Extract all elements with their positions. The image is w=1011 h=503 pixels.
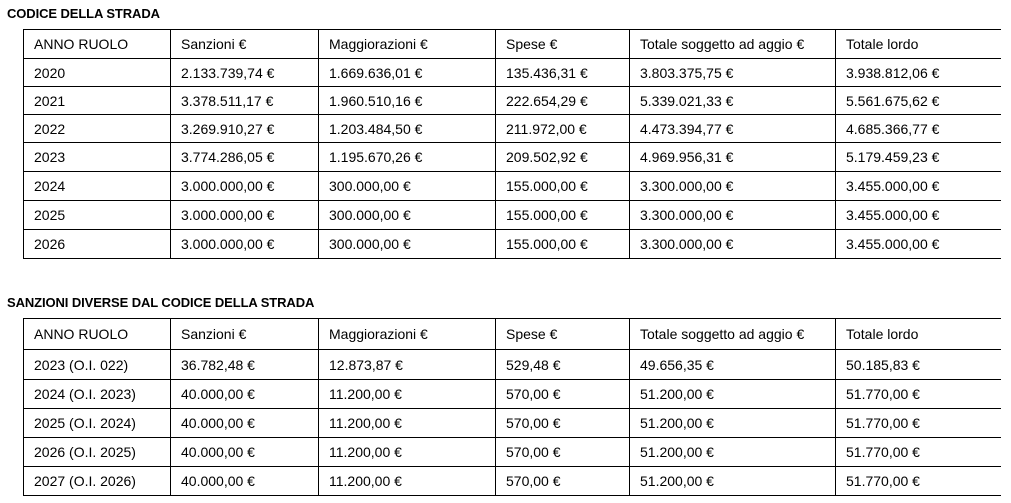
cell-anno-ruolo: 2023 (24, 143, 171, 172)
table-row (24, 350, 1001, 380)
table-row (24, 438, 1001, 467)
table-row (24, 380, 1001, 409)
cell-spese: 570,00 € (496, 467, 630, 496)
cell-totale-lordo: 5.561.675,62 € (836, 87, 1001, 115)
table-codice-della-strada (23, 29, 1001, 259)
cell-spese: 155.000,00 € (496, 230, 630, 259)
cell-anno-ruolo: 2024 (24, 172, 171, 201)
cell-maggiorazioni: 12.873,87 € (319, 350, 496, 380)
cell-sanzioni: 3.774.286,05 € (171, 143, 319, 172)
cell-anno-ruolo: 2022 (24, 115, 171, 143)
section-title-codice-della-strada: CODICE DELLA STRADA (7, 6, 160, 21)
cell-sanzioni: 2.133.739,74 € (171, 59, 319, 87)
section-title-sanzioni-diverse: SANZIONI DIVERSE DAL CODICE DELLA STRADA (7, 295, 315, 310)
cell-sanzioni: 40.000,00 € (171, 409, 319, 438)
cell-sanzioni: 40.000,00 € (171, 380, 319, 409)
column-header-maggiorazioni: Maggiorazioni € (319, 30, 496, 59)
cell-maggiorazioni: 300.000,00 € (319, 201, 496, 230)
column-header-maggiorazioni: Maggiorazioni € (319, 319, 496, 350)
cell-spese: 155.000,00 € (496, 201, 630, 230)
cell-totale-lordo: 50.185,83 € (836, 350, 1001, 380)
cell-spese: 570,00 € (496, 409, 630, 438)
cell-totale-soggetto-ad-aggio: 4.969.956,31 € (630, 143, 836, 172)
cell-sanzioni: 3.269.910,27 € (171, 115, 319, 143)
cell-sanzioni: 36.782,48 € (171, 350, 319, 380)
cell-maggiorazioni: 11.200,00 € (319, 380, 496, 409)
table-row (24, 409, 1001, 438)
table-row (24, 59, 1001, 87)
cell-totale-lordo: 4.685.366,77 € (836, 115, 1001, 143)
cell-anno-ruolo: 2027 (O.I. 2026) (24, 467, 171, 496)
cell-anno-ruolo: 2025 (O.I. 2024) (24, 409, 171, 438)
cell-totale-soggetto-ad-aggio: 4.473.394,77 € (630, 115, 836, 143)
cell-totale-lordo: 3.455.000,00 € (836, 172, 1001, 201)
cell-maggiorazioni: 1.669.636,01 € (319, 59, 496, 87)
cell-anno-ruolo: 2021 (24, 87, 171, 115)
cell-sanzioni: 3.378.511,17 € (171, 87, 319, 115)
table-row (24, 230, 1001, 259)
cell-anno-ruolo: 2024 (O.I. 2023) (24, 380, 171, 409)
cell-totale-lordo: 51.770,00 € (836, 467, 1001, 496)
cell-totale-soggetto-ad-aggio: 3.803.375,75 € (630, 59, 836, 87)
cell-maggiorazioni: 11.200,00 € (319, 438, 496, 467)
column-header-anno-ruolo: ANNO RUOLO (24, 30, 171, 59)
column-header-totale-lordo: Totale lordo (836, 319, 1001, 350)
column-header-sanzioni: Sanzioni € (171, 319, 319, 350)
column-header-spese: Spese € (496, 30, 630, 59)
column-header-anno-ruolo: ANNO RUOLO (24, 319, 171, 350)
cell-sanzioni: 3.000.000,00 € (171, 172, 319, 201)
cell-totale-lordo: 51.770,00 € (836, 438, 1001, 467)
table-row (24, 143, 1001, 172)
cell-maggiorazioni: 11.200,00 € (319, 467, 496, 496)
table-header-row (24, 30, 1001, 59)
cell-spese: 570,00 € (496, 380, 630, 409)
cell-totale-lordo: 5.179.459,23 € (836, 143, 1001, 172)
cell-spese: 209.502,92 € (496, 143, 630, 172)
cell-totale-soggetto-ad-aggio: 3.300.000,00 € (630, 172, 836, 201)
table-header-row (24, 319, 1001, 350)
table-row (24, 201, 1001, 230)
cell-totale-lordo: 3.455.000,00 € (836, 201, 1001, 230)
cell-maggiorazioni: 1.203.484,50 € (319, 115, 496, 143)
cell-spese: 222.654,29 € (496, 87, 630, 115)
table-row (24, 172, 1001, 201)
cell-spese: 211.972,00 € (496, 115, 630, 143)
cell-maggiorazioni: 1.195.670,26 € (319, 143, 496, 172)
table-row (24, 467, 1001, 496)
cell-anno-ruolo: 2026 (O.I. 2025) (24, 438, 171, 467)
column-header-sanzioni: Sanzioni € (171, 30, 319, 59)
column-header-totale-lordo: Totale lordo (836, 30, 1001, 59)
cell-spese: 155.000,00 € (496, 172, 630, 201)
cell-totale-soggetto-ad-aggio: 51.200,00 € (630, 409, 836, 438)
cell-totale-lordo: 51.770,00 € (836, 380, 1001, 409)
cell-totale-soggetto-ad-aggio: 3.300.000,00 € (630, 230, 836, 259)
cell-maggiorazioni: 11.200,00 € (319, 409, 496, 438)
cell-sanzioni: 40.000,00 € (171, 467, 319, 496)
cell-anno-ruolo: 2026 (24, 230, 171, 259)
cell-totale-soggetto-ad-aggio: 49.656,35 € (630, 350, 836, 380)
cell-totale-soggetto-ad-aggio: 51.200,00 € (630, 380, 836, 409)
cell-anno-ruolo: 2025 (24, 201, 171, 230)
cell-totale-lordo: 3.455.000,00 € (836, 230, 1001, 259)
cell-spese: 570,00 € (496, 438, 630, 467)
cell-sanzioni: 40.000,00 € (171, 438, 319, 467)
column-header-totale-soggetto-ad-aggio: Totale soggetto ad aggio € (630, 30, 836, 59)
cell-totale-soggetto-ad-aggio: 3.300.000,00 € (630, 201, 836, 230)
cell-spese: 135.436,31 € (496, 59, 630, 87)
cell-maggiorazioni: 1.960.510,16 € (319, 87, 496, 115)
table-row (24, 115, 1001, 143)
column-header-spese: Spese € (496, 319, 630, 350)
cell-maggiorazioni: 300.000,00 € (319, 172, 496, 201)
cell-totale-lordo: 51.770,00 € (836, 409, 1001, 438)
cell-totale-lordo: 3.938.812,06 € (836, 59, 1001, 87)
cell-maggiorazioni: 300.000,00 € (319, 230, 496, 259)
table-sanzioni-diverse (23, 318, 1001, 496)
cell-sanzioni: 3.000.000,00 € (171, 201, 319, 230)
cell-spese: 529,48 € (496, 350, 630, 380)
table-row (24, 87, 1001, 115)
column-header-totale-soggetto-ad-aggio: Totale soggetto ad aggio € (630, 319, 836, 350)
cell-totale-soggetto-ad-aggio: 51.200,00 € (630, 438, 836, 467)
cell-anno-ruolo: 2020 (24, 59, 171, 87)
cell-sanzioni: 3.000.000,00 € (171, 230, 319, 259)
cell-totale-soggetto-ad-aggio: 5.339.021,33 € (630, 87, 836, 115)
cell-totale-soggetto-ad-aggio: 51.200,00 € (630, 467, 836, 496)
cell-anno-ruolo: 2023 (O.I. 022) (24, 350, 171, 380)
